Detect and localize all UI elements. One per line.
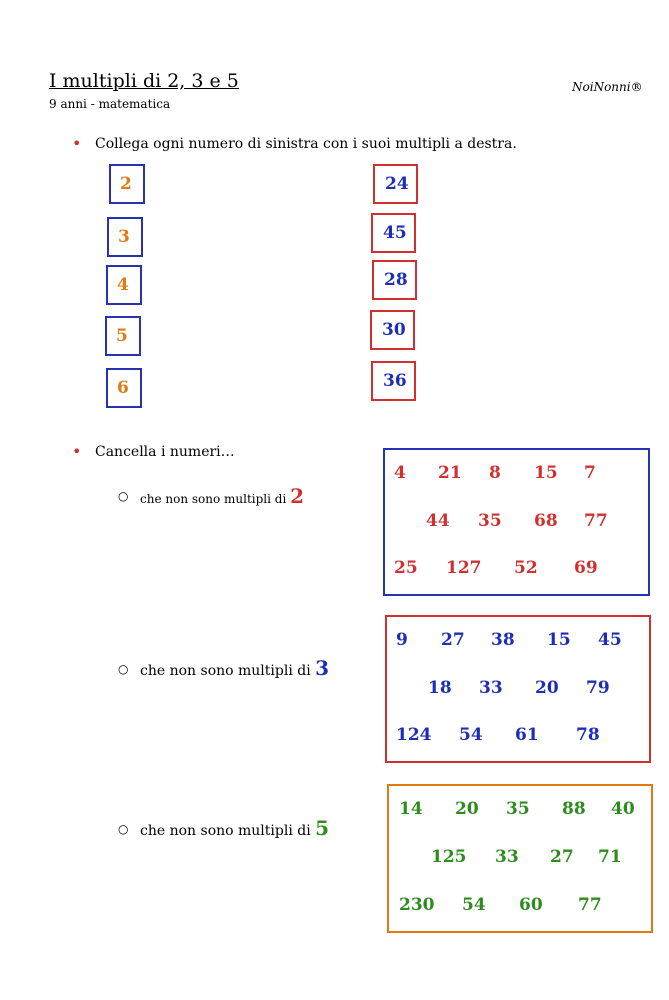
page-subtitle: 9 anni - matematica (49, 97, 171, 111)
panel-number[interactable]: 78 (576, 725, 600, 745)
divisor-3: 3 (315, 656, 330, 680)
bullet-icon: • (72, 442, 82, 461)
panel-number[interactable]: 69 (574, 558, 598, 578)
panel-number[interactable]: 18 (428, 678, 452, 698)
panel-number[interactable]: 68 (534, 511, 558, 531)
numbers-panel-3 (385, 615, 651, 763)
multiple-condition-3 (140, 656, 329, 680)
left-number-box[interactable]: 2 (109, 164, 145, 204)
panel-number[interactable]: 15 (534, 463, 558, 483)
right-number-box[interactable]: 45 (371, 213, 416, 253)
panel-number[interactable]: 79 (586, 678, 610, 698)
right-number-box[interactable]: 28 (372, 260, 417, 300)
panel-number[interactable]: 33 (495, 847, 519, 867)
panel-number[interactable]: 71 (598, 847, 622, 867)
numbers-panel-5 (387, 784, 653, 933)
left-number-box[interactable]: 5 (105, 316, 141, 356)
right-number-box[interactable]: 30 (370, 310, 415, 350)
divisor-2: 2 (290, 484, 305, 508)
panel-number[interactable]: 4 (394, 463, 406, 483)
exercise2-instruction: Cancella i numeri… (95, 444, 235, 460)
panel-number[interactable]: 27 (441, 630, 465, 650)
circle-bullet-icon: ○ (118, 489, 129, 503)
panel-number[interactable]: 20 (535, 678, 559, 698)
panel-number[interactable]: 127 (446, 558, 482, 578)
panel-number[interactable]: 20 (455, 799, 479, 819)
page-title: I multipli di 2, 3 e 5 (49, 70, 239, 92)
right-number-box[interactable]: 24 (373, 164, 418, 204)
panel-number[interactable]: 21 (438, 463, 462, 483)
left-number-box[interactable]: 4 (106, 265, 142, 305)
panel-number[interactable]: 77 (578, 895, 602, 915)
condition-label: che non sono multipli di (140, 492, 287, 506)
multiple-condition-5 (140, 816, 329, 840)
condition-label: che non sono multipli di (140, 823, 311, 839)
panel-number[interactable]: 38 (491, 630, 515, 650)
panel-number[interactable]: 44 (426, 511, 450, 531)
panel-number[interactable]: 14 (399, 799, 423, 819)
right-number-box[interactable]: 36 (371, 361, 416, 401)
panel-number[interactable]: 125 (431, 847, 467, 867)
panel-number[interactable]: 35 (478, 511, 502, 531)
panel-number[interactable]: 54 (459, 725, 483, 745)
panel-number[interactable]: 60 (519, 895, 543, 915)
bullet-icon: • (72, 134, 82, 153)
multiple-condition-2 (140, 484, 304, 508)
panel-number[interactable]: 77 (584, 511, 608, 531)
panel-number[interactable]: 230 (399, 895, 435, 915)
numbers-panel-2 (383, 448, 650, 596)
divisor-5: 5 (315, 816, 330, 840)
panel-number[interactable]: 45 (598, 630, 622, 650)
panel-number[interactable]: 7 (584, 463, 596, 483)
panel-number[interactable]: 61 (515, 725, 539, 745)
condition-label: che non sono multipli di (140, 663, 311, 679)
panel-number[interactable]: 25 (394, 558, 418, 578)
panel-number[interactable]: 35 (506, 799, 530, 819)
panel-number[interactable]: 15 (547, 630, 571, 650)
brand-name: NoiNonni® (572, 80, 643, 94)
circle-bullet-icon: ○ (118, 662, 129, 676)
left-number-box[interactable]: 6 (106, 368, 142, 408)
panel-number[interactable]: 33 (479, 678, 503, 698)
panel-number[interactable]: 52 (514, 558, 538, 578)
panel-number[interactable]: 124 (396, 725, 432, 745)
exercise1-instruction: Collega ogni numero di sinistra con i suoi multipli a destra. (95, 136, 517, 152)
panel-number[interactable]: 8 (489, 463, 501, 483)
panel-number[interactable]: 88 (562, 799, 586, 819)
panel-number[interactable]: 54 (462, 895, 486, 915)
left-number-box[interactable]: 3 (107, 217, 143, 257)
panel-number[interactable]: 9 (396, 630, 408, 650)
circle-bullet-icon: ○ (118, 822, 129, 836)
panel-number[interactable]: 40 (611, 799, 635, 819)
panel-number[interactable]: 27 (550, 847, 574, 867)
